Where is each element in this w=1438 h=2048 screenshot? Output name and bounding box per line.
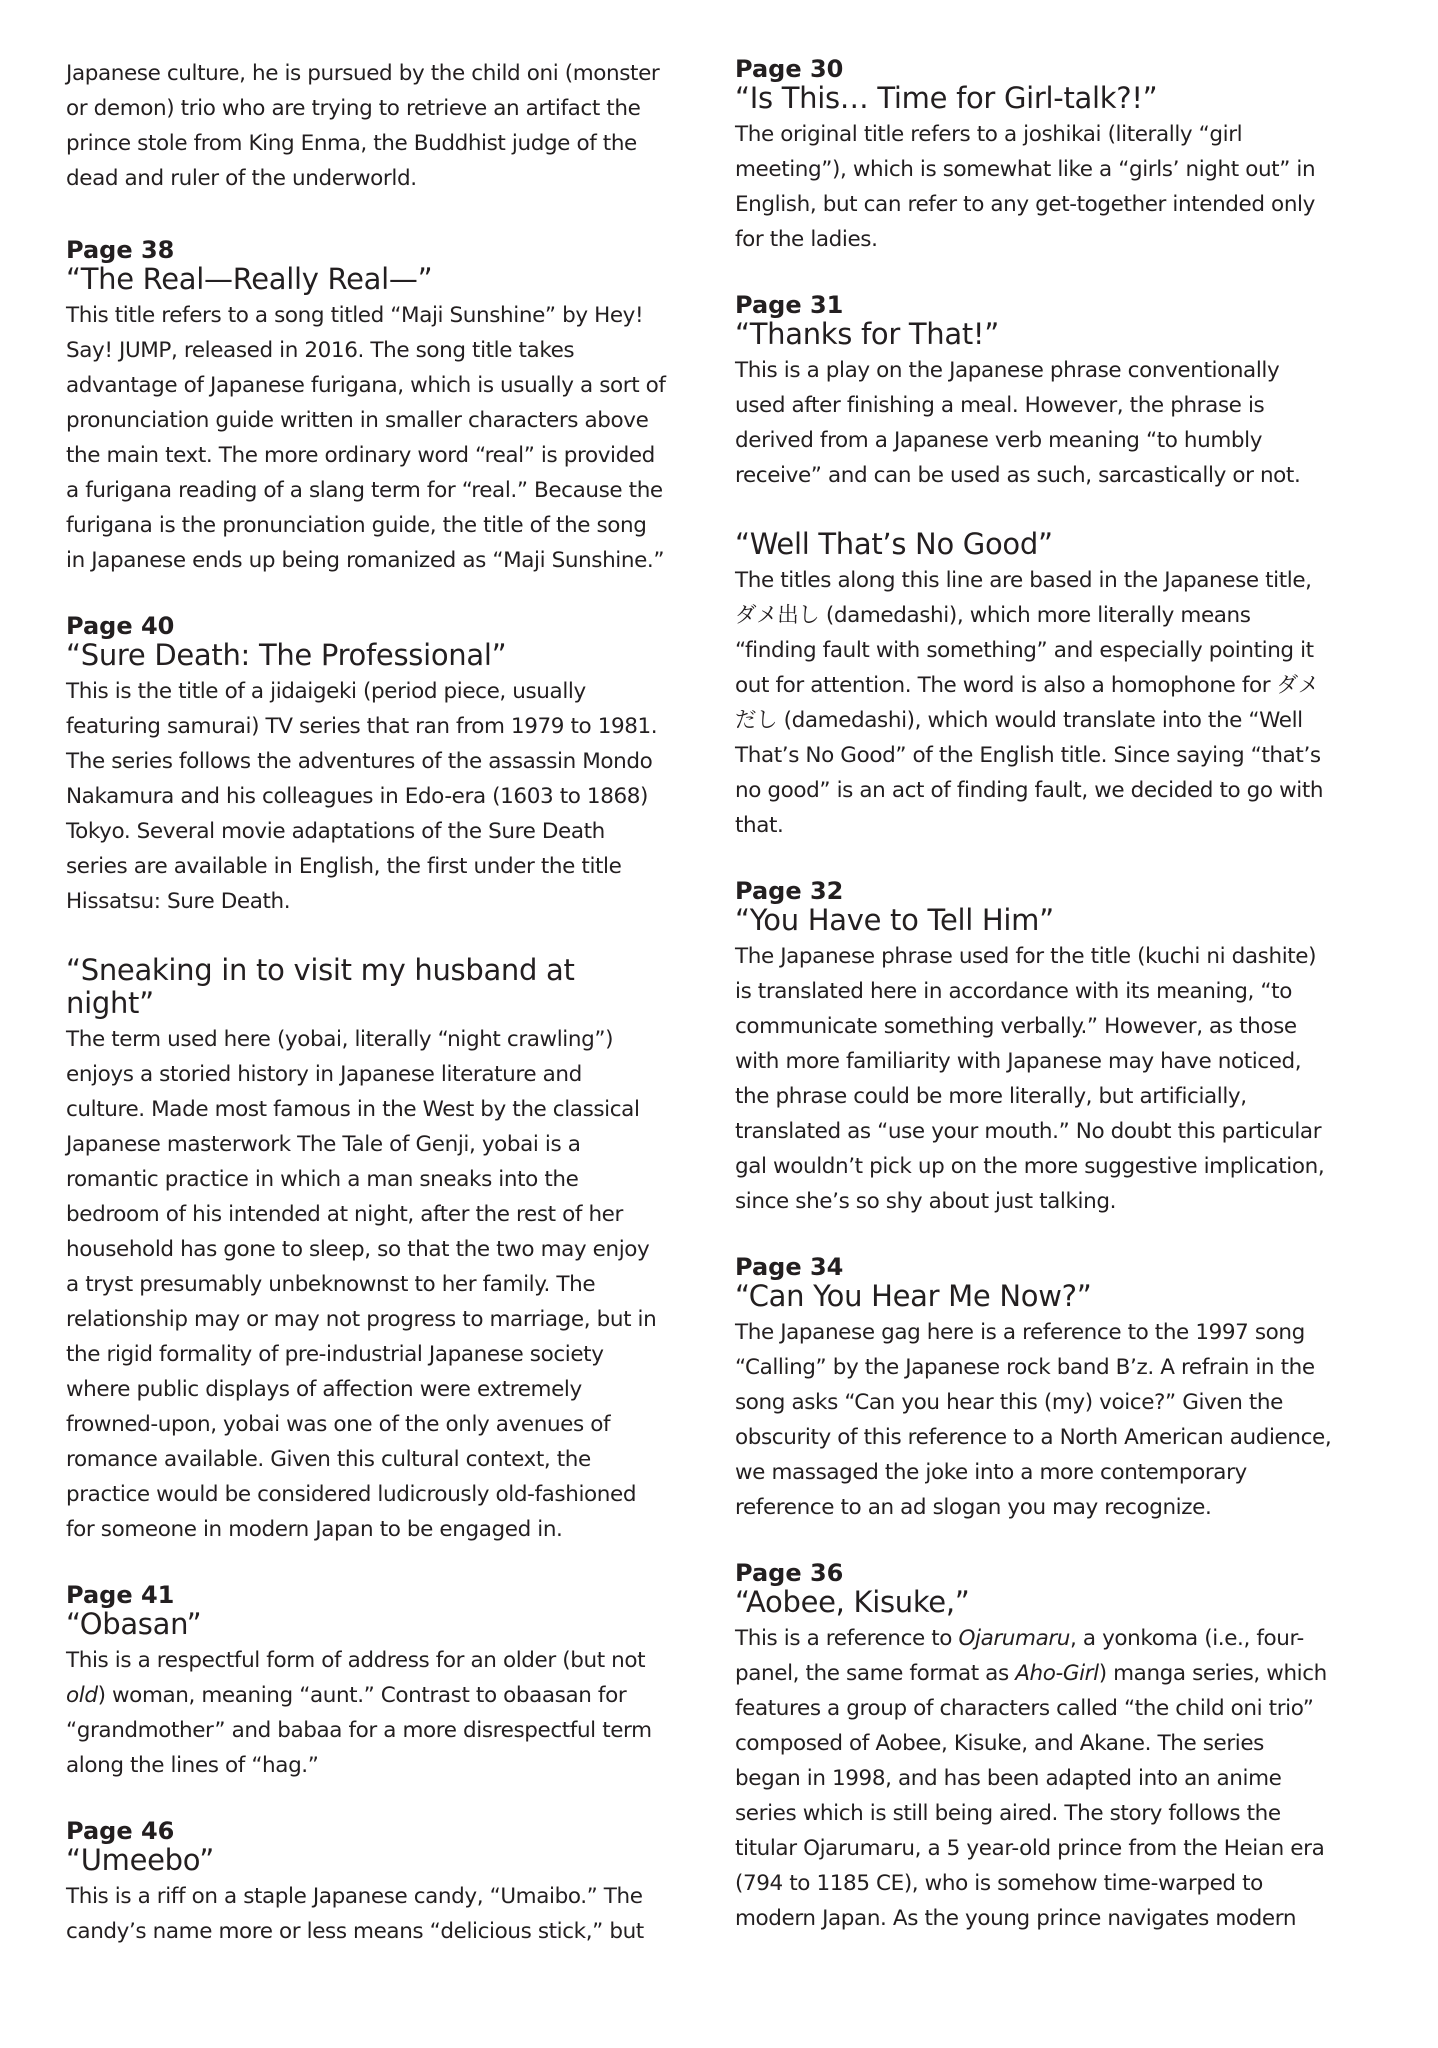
emphasis-text: Ojarumaru bbox=[958, 1626, 1071, 1651]
emphasis-text: Aho-Girl bbox=[1015, 1661, 1099, 1686]
continued-text: Japanese culture, he is pursued by the child oni (monster or demon) trio who are trying to retrieve an artifact the prince stole from King Enma, the Buddhist judge of the dead and ruler of the underworld. bbox=[66, 61, 660, 191]
body-text: This is a reference to bbox=[735, 1626, 959, 1651]
note-entry-page-31 bbox=[735, 292, 1335, 493]
note-entry-page-34 bbox=[735, 1254, 1335, 1525]
body-text: ) woman, meaning “aunt.” Contrast to obaasan for “grandmother” and babaa for a more disrespectful term along the lines of “hag.” bbox=[66, 1683, 652, 1778]
body-text: This is a respectful form of address for an older (but not bbox=[66, 1648, 646, 1673]
note-body: The titles along this line are based in the Japanese title, ダメ出し (damedashi), which more literally means “finding fault with something” and especially pointing it out for attention. The word is also a homophone for ダメだし (damedashi), which would translate into the “Well That’s No Good” of the English title. Since saying “that’s no good” is an act of finding fault, we decided to go with that. bbox=[735, 568, 1324, 838]
page-label: Page 46 bbox=[66, 1817, 175, 1845]
note-body: This title refers to a song titled “Maji Sunshine” by Hey! Say! JUMP, released in 2016. The song title takes advantage of Japanese furigana, which is usually a sort of pronunciation guide written in smaller characters above the main text. The more ordinary word “real” is provided a furigana reading of a slang term for “real.” Because the furigana is the pronunciation guide, the title of the song in Japanese ends up being romanized as “Maji Sunshine.” bbox=[66, 303, 666, 573]
note-entry-page-41 bbox=[66, 1582, 666, 1783]
note-title: “You Have to Tell Him” bbox=[735, 903, 1054, 937]
body-text: ) manga series, which features a group of characters called “the child oni trio” composed of Aobee, Kisuke, and Akane. The series began in 1998, and has been adapted into an anime series which is still being aired. The story follows the titular Ojarumaru, a 5 year-old prince from the Heian era (794 to 1185 CE), who is somehow time-warped to modern Japan. As the young prince navigates modern bbox=[735, 1661, 1327, 1931]
note-title: “Sure Death: The Professional” bbox=[66, 638, 507, 672]
page-label: Page 34 bbox=[735, 1253, 844, 1281]
note-title: “Umeebo” bbox=[66, 1843, 214, 1877]
note-title: “Thanks for That!” bbox=[735, 317, 999, 351]
page-label: Page 36 bbox=[735, 1559, 844, 1587]
note-title: “Sneaking in to visit my husband at night” bbox=[66, 953, 575, 1020]
note-entry-page-38 bbox=[66, 237, 666, 578]
note-entry-sneaking bbox=[66, 954, 666, 1547]
page-label: Page 41 bbox=[66, 1581, 175, 1609]
left-column bbox=[66, 56, 666, 1984]
note-body: The term used here (yobai, literally “night crawling”) enjoys a storied history in Japanese literature and culture. Made most famous in the West by the classical Japanese masterwork The Tale of Genji, yobai is a romantic practice in which a man sneaks into the bedroom of his intended at night, after the rest of her household has gone to sleep, so that the two may enjoy a tryst presumably unbeknownst to her family. The relationship may or may not progress to marriage, but in the rigid formality of pre-industrial Japanese society where public displays of affection were extremely frowned-upon, yobai was one of the only avenues of romance available. Given this cultural context, the practice would be considered ludicrously old-fashioned for someone in modern Japan to be engaged in. bbox=[66, 1027, 657, 1542]
note-title: “Well That’s No Good” bbox=[735, 527, 1053, 561]
note-title: “Obasan” bbox=[66, 1607, 202, 1641]
page-label: Page 32 bbox=[735, 877, 844, 905]
right-column bbox=[735, 56, 1335, 1971]
note-title: “The Real—Really Real—” bbox=[66, 262, 433, 296]
note-body: This is a riff on a staple Japanese candy, “Umaibo.” The candy’s name more or less means “delicious stick,” but bbox=[66, 1884, 644, 1944]
note-title: “Can You Hear Me Now?” bbox=[735, 1279, 1092, 1313]
note-entry-page-36 bbox=[735, 1560, 1335, 1936]
note-body: This is a play on the Japanese phrase conventionally used after finishing a meal. However, the phrase is derived from a Japanese verb meaning “to humbly receive” and can be used as such, sarcastically or not. bbox=[735, 358, 1301, 488]
page-label: Page 38 bbox=[66, 236, 175, 264]
note-entry-page-30 bbox=[735, 56, 1335, 257]
note-entry-page-32 bbox=[735, 878, 1335, 1219]
emphasis-text: old bbox=[66, 1683, 98, 1708]
note-body: This is the title of a jidaigeki (period piece, usually featuring samurai) TV series that ran from 1979 to 1981. The series follows the adventures of the assassin Mondo Nakamura and his colleagues in Edo-era (1603 to 1868) Tokyo. Several movie adaptations of the Sure Death series are available in English, the first under the title Hissatsu: Sure Death. bbox=[66, 679, 658, 914]
note-body bbox=[735, 1621, 1335, 1936]
note-title: “Is This… Time for Girl-talk?!” bbox=[735, 81, 1158, 115]
page-label: Page 40 bbox=[66, 612, 175, 640]
note-body bbox=[66, 1643, 666, 1783]
note-entry-no-good bbox=[735, 528, 1335, 843]
note-title: “Aobee, Kisuke,” bbox=[735, 1585, 970, 1619]
note-body: The Japanese phrase used for the title (kuchi ni dashite) is translated here in accordance with its meaning, “to communicate something verbally.” However, as those with more familiarity with Japanese may have noticed, the phrase could be more literally, but artificially, translated as “use your mouth.” No doubt this particular gal wouldn’t pick up on the more suggestive implication, since she’s so shy about just talking. bbox=[735, 944, 1325, 1214]
note-body: The Japanese gag here is a reference to the 1997 song “Calling” by the Japanese rock band B’z. A refrain in the song asks “Can you hear this (my) voice?” Given the obscurity of this reference to a North American audience, we massaged the joke into a more contemporary reference to an ad slogan you may recognize. bbox=[735, 1320, 1332, 1520]
page-label: Page 31 bbox=[735, 291, 844, 319]
body-text: , a yonkoma (i.e., four-panel, the same format as bbox=[735, 1626, 1304, 1686]
page-label: Page 30 bbox=[735, 55, 844, 83]
note-entry-page-46 bbox=[66, 1818, 666, 1949]
note-entry-page-40 bbox=[66, 613, 666, 919]
note-body: The original title refers to a joshikai (literally “girl meeting”), which is somewhat like a “girls’ night out” in English, but can refer to any get-together intended only for the ladies. bbox=[735, 122, 1316, 252]
